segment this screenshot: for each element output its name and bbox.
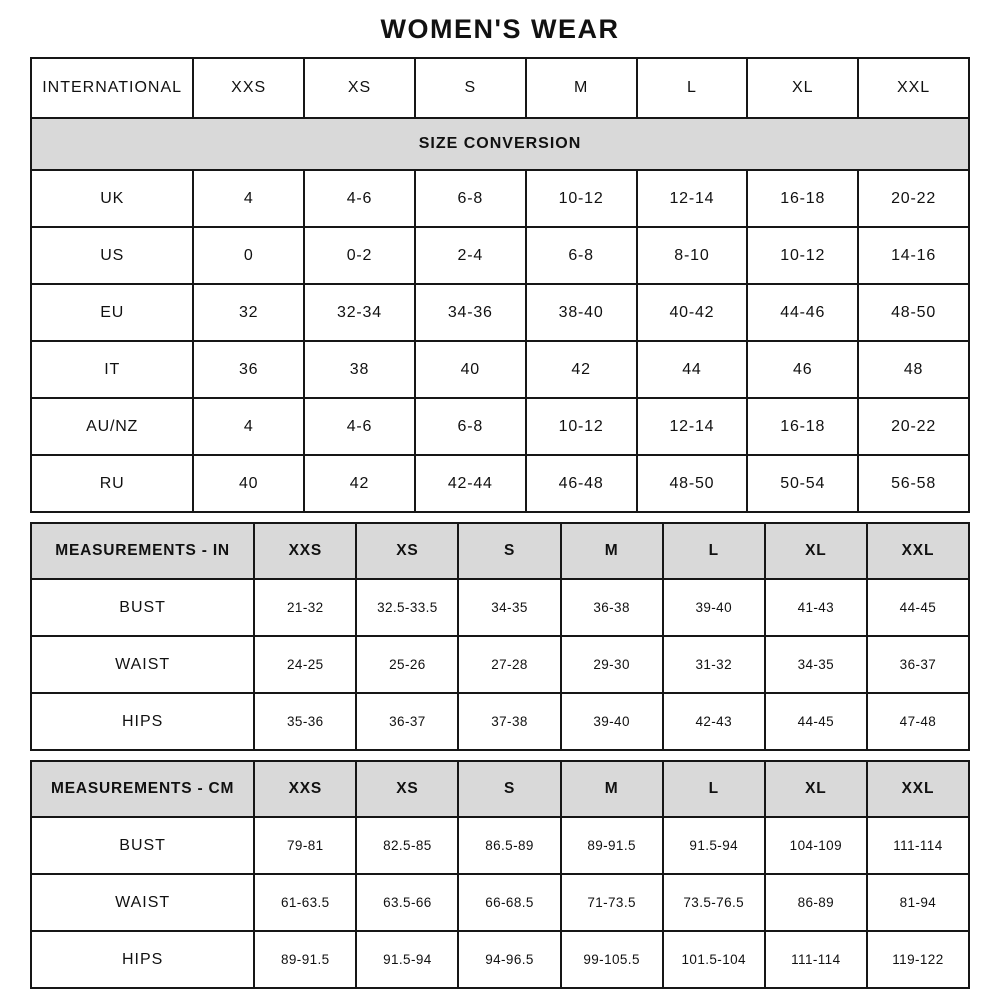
value-cell: 42 xyxy=(304,455,415,512)
value-cell: 47-48 xyxy=(867,693,969,750)
row-label: WAIST xyxy=(31,636,254,693)
value-cell: 42 xyxy=(526,341,637,398)
table-banner: SIZE CONVERSION xyxy=(31,118,969,170)
table-row xyxy=(31,341,969,398)
value-cell: 44-46 xyxy=(747,284,858,341)
value-cell: 79-81 xyxy=(254,817,356,874)
value-cell: 44-45 xyxy=(765,693,867,750)
row-label: IT xyxy=(31,341,193,398)
value-cell: 91.5-94 xyxy=(356,931,458,988)
value-cell: 89-91.5 xyxy=(254,931,356,988)
table-row xyxy=(31,398,969,455)
row-label: AU/NZ xyxy=(31,398,193,455)
value-cell: 16-18 xyxy=(747,170,858,227)
row-label: HIPS xyxy=(31,693,254,750)
header-size-cell: L xyxy=(663,523,765,579)
header-label-cell: INTERNATIONAL xyxy=(31,58,193,118)
header-size-cell: XL xyxy=(747,58,858,118)
value-cell: 10-12 xyxy=(526,398,637,455)
value-cell: 48 xyxy=(858,341,969,398)
value-cell: 82.5-85 xyxy=(356,817,458,874)
value-cell: 4 xyxy=(193,170,304,227)
value-cell: 48-50 xyxy=(858,284,969,341)
value-cell: 56-58 xyxy=(858,455,969,512)
table-row xyxy=(31,931,969,988)
size-conversion-table xyxy=(30,57,970,513)
value-cell: 36 xyxy=(193,341,304,398)
value-cell: 40 xyxy=(415,341,526,398)
value-cell: 31-32 xyxy=(663,636,765,693)
header-label-cell: MEASUREMENTS - IN xyxy=(31,523,254,579)
header-size-cell: XXS xyxy=(254,761,356,817)
value-cell: 4-6 xyxy=(304,398,415,455)
header-size-cell: XS xyxy=(356,523,458,579)
value-cell: 46-48 xyxy=(526,455,637,512)
value-cell: 4-6 xyxy=(304,170,415,227)
measurements-cm-table xyxy=(30,760,970,989)
value-cell: 12-14 xyxy=(637,170,748,227)
value-cell: 63.5-66 xyxy=(356,874,458,931)
value-cell: 104-109 xyxy=(765,817,867,874)
value-cell: 40 xyxy=(193,455,304,512)
value-cell: 36-37 xyxy=(867,636,969,693)
header-size-cell: XXS xyxy=(254,523,356,579)
value-cell: 32.5-33.5 xyxy=(356,579,458,636)
header-row xyxy=(31,58,969,118)
row-label: WAIST xyxy=(31,874,254,931)
value-cell: 44 xyxy=(637,341,748,398)
value-cell: 6-8 xyxy=(526,227,637,284)
header-size-cell: M xyxy=(526,58,637,118)
value-cell: 35-36 xyxy=(254,693,356,750)
value-cell: 34-35 xyxy=(458,579,560,636)
value-cell: 89-91.5 xyxy=(561,817,663,874)
value-cell: 34-35 xyxy=(765,636,867,693)
row-label: BUST xyxy=(31,579,254,636)
value-cell: 20-22 xyxy=(858,170,969,227)
header-size-cell: L xyxy=(637,58,748,118)
value-cell: 81-94 xyxy=(867,874,969,931)
value-cell: 21-32 xyxy=(254,579,356,636)
header-size-cell: M xyxy=(561,523,663,579)
value-cell: 14-16 xyxy=(858,227,969,284)
value-cell: 99-105.5 xyxy=(561,931,663,988)
value-cell: 66-68.5 xyxy=(458,874,560,931)
value-cell: 10-12 xyxy=(526,170,637,227)
page-title: WOMEN'S WEAR xyxy=(380,14,620,44)
value-cell: 36-37 xyxy=(356,693,458,750)
value-cell: 38-40 xyxy=(526,284,637,341)
value-cell: 86-89 xyxy=(765,874,867,931)
value-cell: 91.5-94 xyxy=(663,817,765,874)
header-size-cell: XS xyxy=(304,58,415,118)
value-cell: 119-122 xyxy=(867,931,969,988)
value-cell: 101.5-104 xyxy=(663,931,765,988)
table-row xyxy=(31,284,969,341)
row-label: UK xyxy=(31,170,193,227)
header-size-cell: S xyxy=(415,58,526,118)
value-cell: 16-18 xyxy=(747,398,858,455)
header-size-cell: XXL xyxy=(858,58,969,118)
value-cell: 73.5-76.5 xyxy=(663,874,765,931)
table-row xyxy=(31,874,969,931)
header-row xyxy=(31,523,969,579)
value-cell: 86.5-89 xyxy=(458,817,560,874)
value-cell: 44-45 xyxy=(867,579,969,636)
value-cell: 0 xyxy=(193,227,304,284)
value-cell: 24-25 xyxy=(254,636,356,693)
value-cell: 39-40 xyxy=(663,579,765,636)
table-row xyxy=(31,817,969,874)
value-cell: 0-2 xyxy=(304,227,415,284)
value-cell: 46 xyxy=(747,341,858,398)
header-size-cell: XL xyxy=(765,523,867,579)
value-cell: 42-44 xyxy=(415,455,526,512)
table-row xyxy=(31,579,969,636)
value-cell: 10-12 xyxy=(747,227,858,284)
row-label: US xyxy=(31,227,193,284)
header-size-cell: S xyxy=(458,523,560,579)
value-cell: 42-43 xyxy=(663,693,765,750)
value-cell: 8-10 xyxy=(637,227,748,284)
value-cell: 6-8 xyxy=(415,398,526,455)
value-cell: 25-26 xyxy=(356,636,458,693)
table-row xyxy=(31,636,969,693)
table-row xyxy=(31,455,969,512)
row-label: RU xyxy=(31,455,193,512)
header-size-cell: XXL xyxy=(867,523,969,579)
header-size-cell: L xyxy=(663,761,765,817)
row-label: HIPS xyxy=(31,931,254,988)
row-label: EU xyxy=(31,284,193,341)
value-cell: 6-8 xyxy=(415,170,526,227)
header-size-cell: M xyxy=(561,761,663,817)
value-cell: 39-40 xyxy=(561,693,663,750)
measurements-in-table xyxy=(30,522,970,751)
header-row xyxy=(31,761,969,817)
value-cell: 50-54 xyxy=(747,455,858,512)
value-cell: 12-14 xyxy=(637,398,748,455)
value-cell: 4 xyxy=(193,398,304,455)
header-size-cell: XS xyxy=(356,761,458,817)
value-cell: 27-28 xyxy=(458,636,560,693)
value-cell: 36-38 xyxy=(561,579,663,636)
row-label: BUST xyxy=(31,817,254,874)
value-cell: 111-114 xyxy=(867,817,969,874)
value-cell: 111-114 xyxy=(765,931,867,988)
header-label-cell: MEASUREMENTS - CM xyxy=(31,761,254,817)
header-size-cell: XXS xyxy=(193,58,304,118)
value-cell: 48-50 xyxy=(637,455,748,512)
value-cell: 41-43 xyxy=(765,579,867,636)
value-cell: 29-30 xyxy=(561,636,663,693)
value-cell: 61-63.5 xyxy=(254,874,356,931)
table-row xyxy=(31,693,969,750)
value-cell: 32-34 xyxy=(304,284,415,341)
value-cell: 37-38 xyxy=(458,693,560,750)
value-cell: 94-96.5 xyxy=(458,931,560,988)
header-size-cell: XL xyxy=(765,761,867,817)
value-cell: 34-36 xyxy=(415,284,526,341)
value-cell: 32 xyxy=(193,284,304,341)
header-size-cell: S xyxy=(458,761,560,817)
value-cell: 71-73.5 xyxy=(561,874,663,931)
value-cell: 2-4 xyxy=(415,227,526,284)
value-cell: 38 xyxy=(304,341,415,398)
table-row xyxy=(31,170,969,227)
value-cell: 40-42 xyxy=(637,284,748,341)
header-size-cell: XXL xyxy=(867,761,969,817)
table-row xyxy=(31,227,969,284)
value-cell: 20-22 xyxy=(858,398,969,455)
